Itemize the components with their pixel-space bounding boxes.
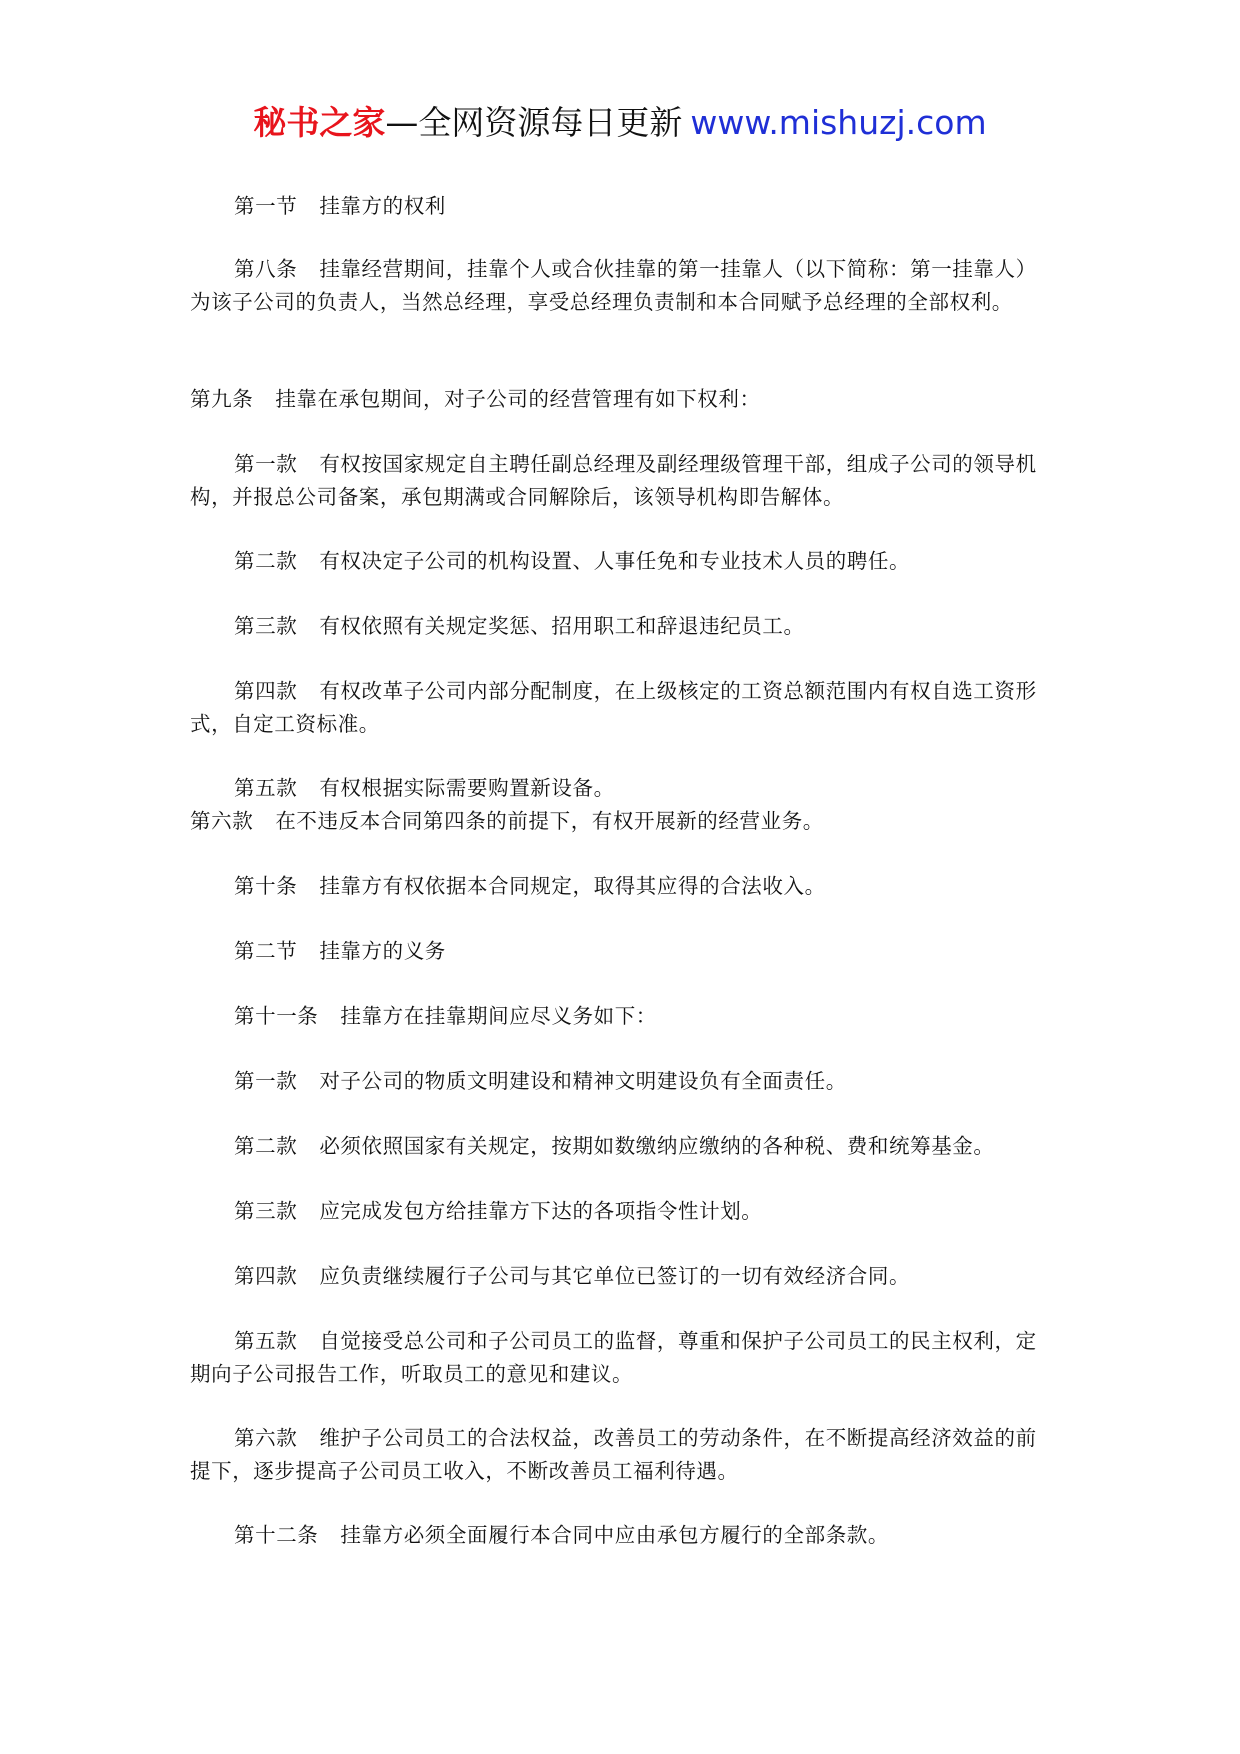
clause-paragraph: [190, 1422, 1050, 1488]
clause-text: 挂靠在承包期间，对子公司的经营管理有如下权利：: [275, 387, 761, 411]
clause-label: 第四款: [234, 1264, 298, 1288]
clause-text: 挂靠经营期间，挂靠个人或合伙挂靠的第一挂靠人（以下简称：第一挂靠人）为该子公司的负责人，当然总经理，享受总经理负责制和本合同赋予总经理的全部权利。: [190, 257, 1037, 314]
clause-label: 第一节: [234, 194, 298, 218]
article-paragraph: [190, 1519, 1050, 1552]
clause-text: 应负责继续履行子公司与其它单位已签订的一切有效经济合同。: [319, 1264, 911, 1288]
clause-label: 第十条: [234, 874, 298, 898]
clause-text: 挂靠方的义务: [319, 939, 446, 963]
site-url-link[interactable]: www.mishuzj.com: [690, 103, 987, 142]
clause-paragraph: [190, 805, 1050, 838]
clause-paragraph: [190, 610, 1050, 643]
clause-label: 第十一条: [234, 1004, 319, 1028]
clause-text: 有权依照有关规定奖惩、招用职工和辞退违纪员工。: [319, 614, 805, 638]
clause-label: 第六款: [190, 809, 254, 833]
clause-text: 有权根据实际需要购置新设备。: [319, 776, 615, 800]
clause-paragraph: [190, 675, 1050, 741]
clause-label: 第二款: [234, 1134, 298, 1158]
article-paragraph: [190, 870, 1050, 903]
article-paragraph: [190, 253, 1050, 319]
clause-text: 对子公司的物质文明建设和精神文明建设负有全面责任。: [319, 1069, 847, 1093]
clause-text: 必须依照国家有关规定，按期如数缴纳应缴纳的各种税、费和统筹基金。: [319, 1134, 995, 1158]
clause-label: 第五款: [234, 1329, 298, 1353]
clause-text: 自觉接受总公司和子公司员工的监督，尊重和保护子公司员工的民主权利，定期向子公司报告工作，听取员工的意见和建议。: [190, 1329, 1037, 1386]
clause-label: 第二节: [234, 939, 298, 963]
clause-paragraph: [190, 1260, 1050, 1293]
section-heading: [190, 190, 1050, 223]
article-paragraph: [190, 1000, 1050, 1033]
article-paragraph: [190, 383, 1050, 416]
clause-paragraph: [190, 1325, 1050, 1391]
clause-label: 第六款: [234, 1426, 298, 1450]
clause-paragraph: [190, 1130, 1050, 1163]
clause-text: 应完成发包方给挂靠方下达的各项指令性计划。: [319, 1199, 763, 1223]
header-slogan: —全网资源每日更新: [385, 103, 683, 142]
clause-paragraph: [190, 772, 1050, 805]
clause-label: 第九条: [190, 387, 254, 411]
clause-text: 在不违反本合同第四条的前提下，有权开展新的经营业务。: [275, 809, 824, 833]
clause-label: 第四款: [234, 679, 298, 703]
clause-label: 第一款: [234, 452, 298, 476]
brand-name: 秘书之家: [253, 103, 386, 142]
clause-text: 挂靠方有权依据本合同规定，取得其应得的合法收入。: [319, 874, 826, 898]
clause-label: 第八条: [234, 257, 298, 281]
site-header: [0, 100, 1240, 146]
clause-text: 挂靠方在挂靠期间应尽义务如下：: [340, 1004, 657, 1028]
clause-label: 第一款: [234, 1069, 298, 1093]
clause-paragraph: [190, 448, 1050, 514]
clause-label: 第五款: [234, 776, 298, 800]
section-heading: [190, 935, 1050, 968]
clause-label: 第三款: [234, 1199, 298, 1223]
clause-paragraph: [190, 1195, 1050, 1228]
clause-label: 第十二条: [234, 1523, 319, 1547]
clause-text: 有权改革子公司内部分配制度，在上级核定的工资总额范围内有权自选工资形式，自定工资标准。: [190, 679, 1037, 736]
clause-text: 挂靠方的权利: [319, 194, 446, 218]
clause-text: 挂靠方必须全面履行本合同中应由承包方履行的全部条款。: [340, 1523, 890, 1547]
clause-label: 第二款: [234, 549, 298, 573]
clause-text: 维护子公司员工的合法权益，改善员工的劳动条件，在不断提高经济效益的前提下，逐步提高子公司员工收入，不断改善员工福利待遇。: [190, 1426, 1037, 1483]
clause-label: 第三款: [234, 614, 298, 638]
clause-paragraph: [190, 1065, 1050, 1098]
clause-paragraph: [190, 545, 1050, 578]
clause-text: 有权决定子公司的机构设置、人事任免和专业技术人员的聘任。: [319, 549, 911, 573]
clause-text: 有权按国家规定自主聘任副总经理及副经理级管理干部，组成子公司的领导机构，并报总公司备案，承包期满或合同解除后，该领导机构即告解体。: [190, 452, 1037, 509]
